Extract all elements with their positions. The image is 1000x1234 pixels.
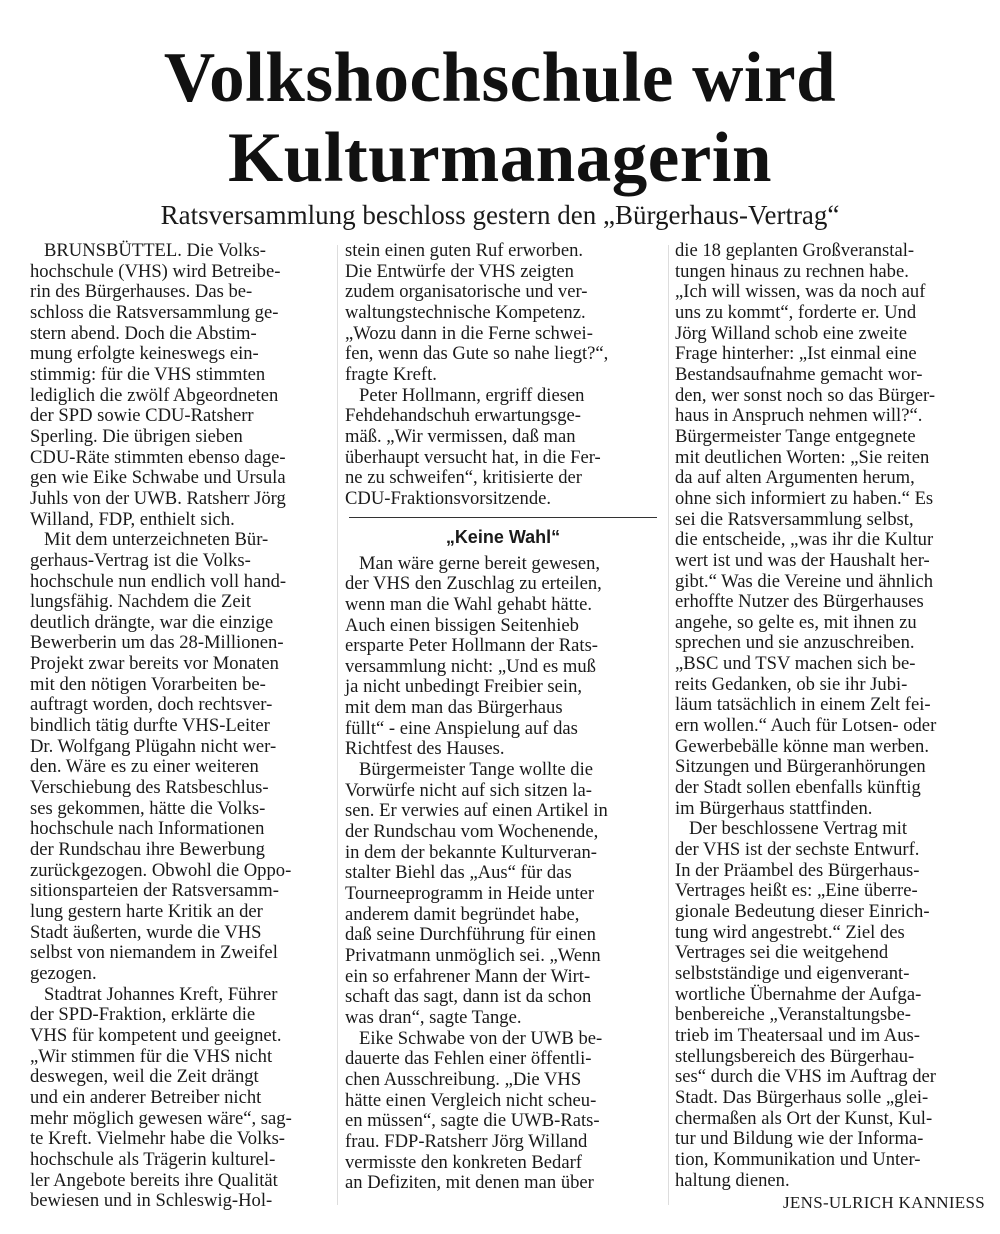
- text-line: Richtfest des Hauses.: [345, 738, 505, 760]
- column-divider: [337, 245, 338, 1205]
- text-line: die entscheide, „was ihr die Kultur: [675, 529, 934, 551]
- text-line: hochschule als Trägerin kulturel-: [30, 1148, 276, 1170]
- article-paragraph: [345, 1029, 661, 1194]
- text-line: te Kreft. Vielmehr habe die Volks-: [30, 1128, 285, 1150]
- text-line: „Wozu dann in die Ferne schwei-: [345, 322, 593, 344]
- text-line: benbereiche „Veranstaltungsbe-: [675, 1004, 911, 1026]
- text-line: angehe, so gelte es, mit ihnen zu: [675, 611, 917, 633]
- text-line: Mit dem unterzeichneten Bür-: [44, 529, 269, 551]
- text-line: tion, Kommunikation und Unter-: [675, 1148, 921, 1170]
- text-line: zurückgezogen. Obwohl die Oppo-: [30, 859, 292, 881]
- text-line: erhoffte Nutzer des Bürgerhauses: [675, 591, 924, 613]
- text-line: der Stadt sollen ebenfalls künftig: [675, 777, 921, 799]
- text-line: frau. FDP-Ratsherr Jörg Willand: [345, 1130, 588, 1152]
- text-line: mehr möglich gewesen wäre“, sag-: [30, 1107, 292, 1129]
- headline-line-2: Kulturmanagerin: [228, 119, 772, 197]
- text-line: ohne sich informiert zu haben.“ Es: [675, 487, 934, 509]
- text-line: CDU-Räte stimmten ebenso dage-: [30, 446, 286, 468]
- text-line: Willand, FDP, enthielt sich.: [30, 508, 235, 530]
- article-paragraph: [30, 530, 330, 984]
- text-line: gerhaus-Vertrag ist die Volks-: [30, 549, 251, 571]
- text-line: chen Ausschreibung. „Die VHS: [345, 1068, 582, 1090]
- text-line: sprechen und sie anzuschreiben.: [675, 632, 915, 654]
- text-line: füllt“ - eine Anspielung auf das: [345, 717, 578, 739]
- text-line: da auf alten Argumenten herum,: [675, 467, 915, 489]
- text-line: In der Präambel des Bürgerhaus-: [675, 859, 920, 881]
- text-line: bewiesen und in Schleswig-Hol-: [30, 1190, 273, 1212]
- text-line: die 18 geplanten Großveranstal-: [675, 240, 915, 261]
- text-line: haltung dienen.: [675, 1169, 790, 1191]
- text-line: auftragt worden, doch rechtsver-: [30, 694, 273, 716]
- text-line: Stadt. Das Bürgerhaus solle „glei-: [675, 1086, 929, 1108]
- text-line: sen. Er verwies auf einen Artikel in: [345, 800, 608, 822]
- text-line: uns zu kommt“, forderte er. Und: [675, 301, 917, 323]
- text-line: stern abend. Doch die Abstim-: [30, 322, 257, 344]
- text-line: mit deutlichen Worten: „Sie reiten: [675, 446, 930, 468]
- text-line: reits Gedanken, ob sie ihr Jubi-: [675, 673, 908, 695]
- text-line: VHS für kompetent und geeignet.: [30, 1024, 282, 1046]
- text-line: im Bürgerhaus stattfinden.: [675, 797, 873, 819]
- text-line: Jörg Willand schob eine zweite: [675, 322, 907, 344]
- article-paragraph: [345, 386, 661, 510]
- text-line: ersparte Peter Hollmann der Rats-: [345, 635, 598, 657]
- text-line: zudem organisatorische und ver-: [345, 281, 588, 303]
- headline-line-1: Volkshochschule wird: [163, 39, 837, 117]
- text-line: dauerte das Fehlen einer öffentli-: [345, 1048, 592, 1070]
- text-line: ein so erfahrener Mann der Wirt-: [345, 965, 591, 987]
- text-line: Man wäre gerne bereit gewesen,: [359, 552, 601, 574]
- article-column-3: [675, 241, 985, 1214]
- text-line: CDU-Fraktionsvorsitzende.: [345, 487, 552, 509]
- text-line: „BSC und TSV machen sich be-: [675, 653, 916, 675]
- article-paragraph: [675, 819, 985, 1191]
- text-line: schloss die Ratsversammlung ge-: [30, 301, 279, 323]
- text-line: läum tatsächlich in einem Zelt fei-: [675, 694, 931, 716]
- text-line: ses gekommen, hätte die Volks-: [30, 797, 266, 819]
- text-line: ler Angebote bereits ihre Qualität: [30, 1169, 278, 1191]
- text-line: gibt.“ Was die Vereine und ähnlich: [675, 570, 934, 592]
- text-line: selbstständige und eigenverant-: [675, 962, 910, 984]
- text-line: mit den nötigen Vorarbeiten be-: [30, 673, 266, 695]
- text-line: rin des Bürgerhauses. Das be-: [30, 281, 253, 303]
- text-line: sei die Ratsversammlung selbst,: [675, 508, 914, 530]
- text-line: Projekt zwar bereits vor Monaten: [30, 653, 279, 675]
- text-line: gen wie Eike Schwabe und Ursula: [30, 467, 286, 489]
- text-line: Bürgermeister Tange wollte die: [359, 759, 593, 781]
- text-line: waltungstechnische Kompetenz.: [345, 301, 586, 323]
- text-line: Stadt äußerten, wurde die VHS: [30, 921, 262, 943]
- text-line: lung gestern harte Kritik an der: [30, 901, 263, 922]
- text-line: schaft das sagt, dann ist da schon: [345, 986, 592, 1008]
- text-line: hochschule nun endlich voll hand-: [30, 570, 287, 592]
- article-column-1: [30, 241, 330, 1212]
- text-line: Gewerbebälle könne man werben.: [675, 735, 930, 757]
- article-column-2: [345, 241, 661, 1194]
- text-line: den, wer sonst noch so das Bürger-: [675, 384, 936, 406]
- text-line: ses“ durch die VHS im Auftrag der: [675, 1066, 936, 1088]
- article-paragraph: [345, 760, 661, 1029]
- text-line: Peter Hollmann, ergriff diesen: [359, 384, 585, 406]
- text-line: der Rundschau vom Wochenende,: [345, 821, 599, 843]
- text-line: sitionsparteien der Ratsversamm-: [30, 880, 279, 902]
- text-line: der Rundschau ihre Bewerbung: [30, 839, 265, 861]
- text-line: Fehdehandschuh erwartungsge-: [345, 405, 581, 427]
- text-line: mung erfolgte keineswegs ein-: [30, 343, 259, 365]
- text-line: stalter Biehl das „Aus“ für das: [345, 862, 572, 884]
- text-line: was dran“, sagte Tange.: [345, 1006, 522, 1028]
- text-line: „Ich will wissen, was da noch auf: [675, 281, 926, 303]
- text-line: tur und Bildung wie der Informa-: [675, 1128, 924, 1150]
- text-line: Verschiebung des Ratsbeschlus-: [30, 777, 269, 799]
- text-line: selbst von niemandem in Zweifel: [30, 942, 278, 964]
- subtitle: Ratsversammlung beschloss gestern den „Bürgerhaus-Vertrag“: [160, 200, 840, 230]
- text-line: Stadtrat Johannes Kreft, Führer: [44, 983, 278, 1005]
- text-line: ne zu schweifen“, kritisierte der: [345, 467, 582, 489]
- text-line: Sitzungen und Bürgeranhörungen: [675, 756, 926, 778]
- text-line: Vorwürfe nicht auf sich sitzen la-: [345, 779, 592, 801]
- article-paragraph: [675, 241, 985, 819]
- text-line: en müssen“, sagte die UWB-Rats-: [345, 1110, 600, 1132]
- text-line: gezogen.: [30, 962, 97, 984]
- text-line: Frage hinterher: „Ist einmal eine: [675, 343, 917, 365]
- article-paragraph: [345, 554, 661, 761]
- text-line: ja nicht unbedingt Freibier sein,: [345, 676, 583, 698]
- text-line: haus in Anspruch nehmen will?“.: [675, 405, 923, 427]
- text-line: lungsfähig. Nachdem die Zeit: [30, 591, 251, 613]
- text-line: Vertrages sei die weitgehend: [675, 942, 889, 964]
- text-line: der SPD sowie CDU-Ratsherr: [30, 405, 254, 427]
- text-line: der VHS den Zuschlag zu erteilen,: [345, 573, 602, 595]
- text-line: Tourneeprogramm in Heide unter: [345, 883, 595, 905]
- text-line: Bürgermeister Tange entgegnete: [675, 425, 916, 447]
- text-line: stein einen guten Ruf erworben.: [345, 240, 584, 261]
- author-byline: JENS-ULRICH KANNIESS: [783, 1193, 985, 1213]
- text-line: tungen hinaus zu rechnen habe.: [675, 260, 909, 282]
- text-line: Eike Schwabe von der UWB be-: [359, 1027, 603, 1049]
- text-line: fragte Kreft.: [345, 363, 437, 385]
- text-line: und ein anderer Betreiber nicht: [30, 1086, 262, 1108]
- text-line: Dr. Wolfgang Plügahn nicht wer-: [30, 735, 277, 757]
- text-line: Bewerberin um das 28-Millionen-: [30, 632, 284, 654]
- text-line: stimmig: für die VHS stimmten: [30, 363, 266, 385]
- text-line: Auch einen bissigen Seitenhieb: [345, 614, 579, 636]
- text-line: fen, wenn das Gute so nahe liegt?“,: [345, 343, 609, 365]
- text-line: BRUNSBÜTTEL. Die Volks-: [44, 240, 266, 261]
- text-line: chermaßen als Ort der Kunst, Kul-: [675, 1107, 933, 1129]
- text-line: wert ist und was der Haushalt her-: [675, 549, 930, 571]
- text-line: Privatmann unmöglich sei. „Wenn: [345, 945, 601, 966]
- text-line: tung wird angestrebt.“ Ziel des: [675, 921, 905, 943]
- text-line: in dem der bekannte Kulturveran-: [345, 841, 597, 863]
- text-line: hochschule nach Informationen: [30, 818, 265, 840]
- text-line: bindlich tätig durfte VHS-Leiter: [30, 715, 270, 737]
- text-line: Bestandsaufnahme gemacht wor-: [675, 363, 923, 385]
- article-paragraph: [30, 985, 330, 1212]
- text-line: Sperling. Die übrigen sieben: [30, 425, 243, 447]
- text-line: der VHS ist der sechste Entwurf.: [675, 839, 920, 861]
- text-line: Der beschlossene Vertrag mit: [689, 818, 908, 840]
- article-paragraph: [345, 241, 661, 386]
- text-line: ern wollen.“ Auch für Lotsen- oder: [675, 715, 937, 737]
- text-line: vermisste den konkreten Bedarf: [345, 1151, 582, 1173]
- text-line: daß seine Durchführung für einen: [345, 924, 596, 946]
- article-paragraph: [30, 241, 330, 530]
- text-line: trieb im Theatersaal und im Aus-: [675, 1024, 920, 1046]
- text-line: mit dem man das Bürgerhaus: [345, 697, 563, 719]
- text-line: der SPD-Fraktion, erklärte die: [30, 1004, 256, 1026]
- text-line: deswegen, weil die Zeit drängt: [30, 1066, 259, 1088]
- text-line: anderem damit begründet habe,: [345, 903, 580, 925]
- text-line: stellungsbereich des Bürgerhau-: [675, 1045, 915, 1067]
- text-line: wenn man die Wahl gehabt hätte.: [345, 593, 593, 615]
- text-line: lediglich die zwölf Abgeordneten: [30, 384, 279, 406]
- column-divider: [668, 245, 669, 1205]
- text-line: mäß. „Wir vermissen, daß man: [345, 425, 576, 447]
- text-line: hochschule (VHS) wird Betreibe-: [30, 260, 281, 282]
- text-line: hätte einen Vergleich nicht scheu-: [345, 1089, 597, 1111]
- text-line: wortliche Übernahme der Aufga-: [675, 983, 922, 1005]
- text-line: Die Entwürfe der VHS zeigten: [345, 260, 574, 282]
- text-line: den. Wäre es zu einer weiteren: [30, 756, 259, 778]
- text-line: überhaupt versucht hat, in die Fer-: [345, 446, 601, 468]
- text-line: deutlich drängte, war die einzige: [30, 611, 274, 633]
- text-line: „Wir stimmen für die VHS nicht: [30, 1045, 273, 1067]
- text-line: Vertrages heißt es: „Eine überre-: [675, 880, 918, 902]
- text-line: gionale Bedeutung dieser Einrich-: [675, 901, 930, 922]
- text-line: versammlung nicht: „Und es muß: [345, 655, 596, 677]
- text-line: Juhls von der UWB. Ratsherr Jörg: [30, 487, 286, 509]
- text-line: an Defiziten, mit denen man über: [345, 1172, 594, 1194]
- section-subhead: „Keine Wahl“: [349, 517, 657, 548]
